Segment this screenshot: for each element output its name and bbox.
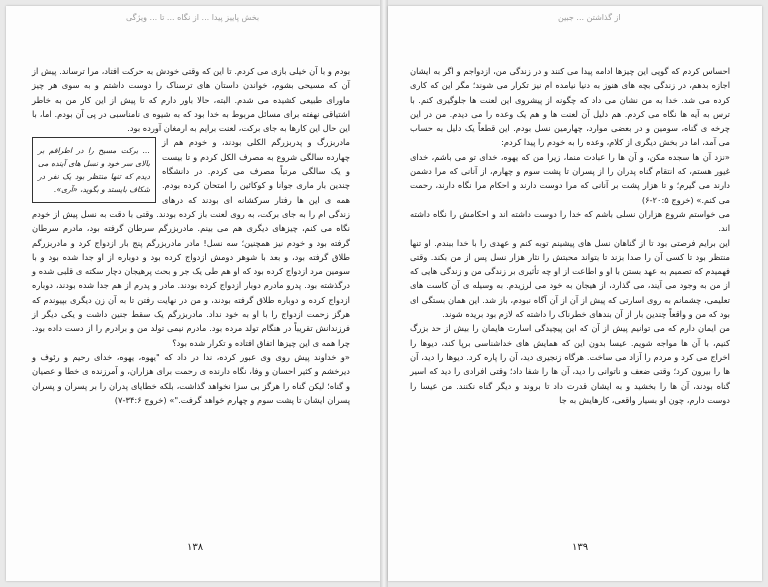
pull-quote: ... برکت مسیح را در اطرافم بر بالای سر خود و نسل های آینده می دیدم که تنها منتظر بود یک نفر در شکاف بایستد و بگوید، «آری». xyxy=(32,137,156,203)
page-number: ۱۳۸ xyxy=(187,542,204,553)
body-text xyxy=(410,64,730,407)
right-page xyxy=(388,6,762,581)
left-page xyxy=(6,6,380,581)
paragraph: می خواستم شروع هزاران نسلی باشم که خدا را دوست داشته اند و احکامش را نگاه داشته اند. xyxy=(410,208,730,234)
paragraph: این برایم فرصتی بود تا از گناهان نسل های پیشینم توبه کنم و عهدی را با خدا ببندم. او تنها منتظر بود تا کسی آن را صدا بزند تا بتواند محبتش را نثار هزار نسل پس از من بکند. وقتی فهمیدم که تصمیم به عهد بستن با او و اطاعت از او چه تأثیری بر زندگی من و زندگی هایی که از من به وجود می آیند، می گذارد، از هیجان به خود می لرزیدم. به وسیله ی آن کاست های تعلیمی، چشمانم به روی اسارتی که پیش از آن از آن آگاه نبودم، باز شد. این همان بستگی ای بود که من و واقعاً چندین بار از آن بندهای خطرناک را داشته که لازم بود بریده شوند. xyxy=(410,237,730,320)
paragraph: بودم و با آن خیلی بازی می کردم. تا این که وقتی خودش به حرکت افتاد، مرا ترساند. پیش از آن که مسیحی بشوم، خواندن داستان های ترسناک را دوست داشتم و به سوی هر چیز ماورای طبیعی کشیده می شدم. البته، حالا باور دارم که تا پیش از این کار من به خاطر اشتیاقی نهفته برای مسائل مربوط به خدا بود که به شیوه ی نامناسبی در پی آن بودم. اما، با این حال این کارها به جای برکت، لعنت برایم به ارمغان آورده بود. xyxy=(32,66,350,134)
running-head: بخش پاییز پیدا ... از نگاه ... تا ... ویژگی xyxy=(126,13,260,22)
scripture-quote: «و خداوند پیش روی وی عبور کرده، ندا در داد که "یهوه، یهوه، خدای رحیم و رئوف و دیرخشم و کثیر احسان و وفا، نگاه دارنده ی رحمت برای هزاران، و آمرزنده ی خطا و عصیان و گناه؛ لیکن گناه را هرگز بی سزا نخواهد گذاشت، بلکه خطایای پدران را بر پسران و پسران پسران ایشان تا پشت سوم و چهارم خواهد گرفت."» (خروج ۳۴:۶-۷) xyxy=(32,351,350,405)
paragraph: من ایمان دارم که می توانیم پیش از آن که این پیچیدگی اسارت هایمان را بیش از حد بزرگ کنیم، با آن ها مواجه شویم. عیسا بدون این که همایش های خداشناسی برپا کند، دیوها را اخراج می کرد و مردم را آزاد می ساخت. هرگاه زنجیری دید، آن را پاره کرد. دیوها را دید، آن ها را بیرون کرد؛ وقتی ضعف و ناتوانی را دید، آن ها را شفا داد؛ وقتی افرادی را دید که اسیر گناه بودند، آن ها را بخشید و به ایشان قدرت داد تا بروند و دیگر گناه نکنند. من عیسا را دوست دارم، چون او بسیار واقعی، کارهایش به جا xyxy=(410,323,730,405)
book-gutter xyxy=(380,0,388,587)
paragraph: مادربزرگ و پدربزرگم الکلی بودند، و خودم هم از چهارده سالگی شروع به مصرف الکل کردم و تا بیست و یک سالگی مرتباً مصرف می کردم. در دانشگاه چندین بار ماری جوانا و کوکائین را امتحان کرده بودم. همه ی این ها رفتار سرکشانه ای بودند که درهای زندگی ام را به جای برکت، به روی لعنت باز کرده بودند. وقتی با دقت به نسل پیش از خودم نگاه می کنم، چیزهای دیگری هم می بینم. مادربزرگم سرطان گرفته بود، مادرم سرطان گرفته بود و خودم نیز همچنین؛ سه نسل! مادر مادربزرگم پنج بار ازدواج کرد و مادربزرگم طلاق گرفته بود، و بعد با شوهر دومش ازدواج کرده بود و دوباره از او جدا شده بود و با سومین مرد ازدواج کرده بود که او هم طی یک جر و بحث پرهیجان دچار سکته ی قلبی شده و درگذشته بود. پدرو مادرم دوبار ازدواج کرده بودند. مادر و پدرم از هم جدا شده بودند، دوباره ازدواج کرده و دوباره طلاق گرفته بودند، و من در نهایت رفتن تا به آن زن دیگری بپیوندم که هرگز زحمت ازدواج را با او به خود نداد. مادربزرگم یک سقط جنین داشت و یکی دیگر از فرزندانش تقریباً در هنگام تولد مرده بود. مادرم نیمی تولد من و برادرم را از دست داده بود. چرا همه ی این چیزها اتفاق افتاده و تکرار شده بود؟ xyxy=(32,137,350,348)
paragraph: احساس کردم که گویی این چیزها ادامه پیدا می کنند و در زندگی من، ازدواجم و اگر به ایشان اجازه بدهم، در زندگی بچه های هنوز به دنیا نیامده ام نیز تکرار می شوند؛ مگر این که کاری کرده می شد. خدا به من نشان می داد که چگونه از پیشروی این لعنت ها جلوگیری کنم. با ترس به آیه ها نگاه می کردم. هم دلیل آن لعنت ها و هم یک وعده را می دیدم. من در این چرخه ی گناه، سومین و در بعضی موارد، چهارمین نسل بودم. این قطعاً یک دلیل به حساب می آمد، اما در بخش دیگری از کلام، وعده را به خودم را پیدا کردم: xyxy=(410,66,730,148)
body-text xyxy=(32,64,350,407)
scripture-quote: «نزد آن ها سجده مکن، و آن ها را عبادت منما، زیرا من که یهوه، خدای تو می باشم، خدای غیور هستم، که انتقام گناه پدران را از پسران تا پشت سوم و چهارم، از آنانی که مرا دشمن دارند می گیرم؛ و تا هزار پشت بر آنانی که مرا دوست دارند و احکام مرا نگاه دارند، رحمت می کنم.» (خروج ۲۰:۵-۶) xyxy=(410,151,730,205)
running-head: از گذاشتن ... جبین xyxy=(558,13,621,22)
page-number: ۱۳۹ xyxy=(572,542,589,553)
